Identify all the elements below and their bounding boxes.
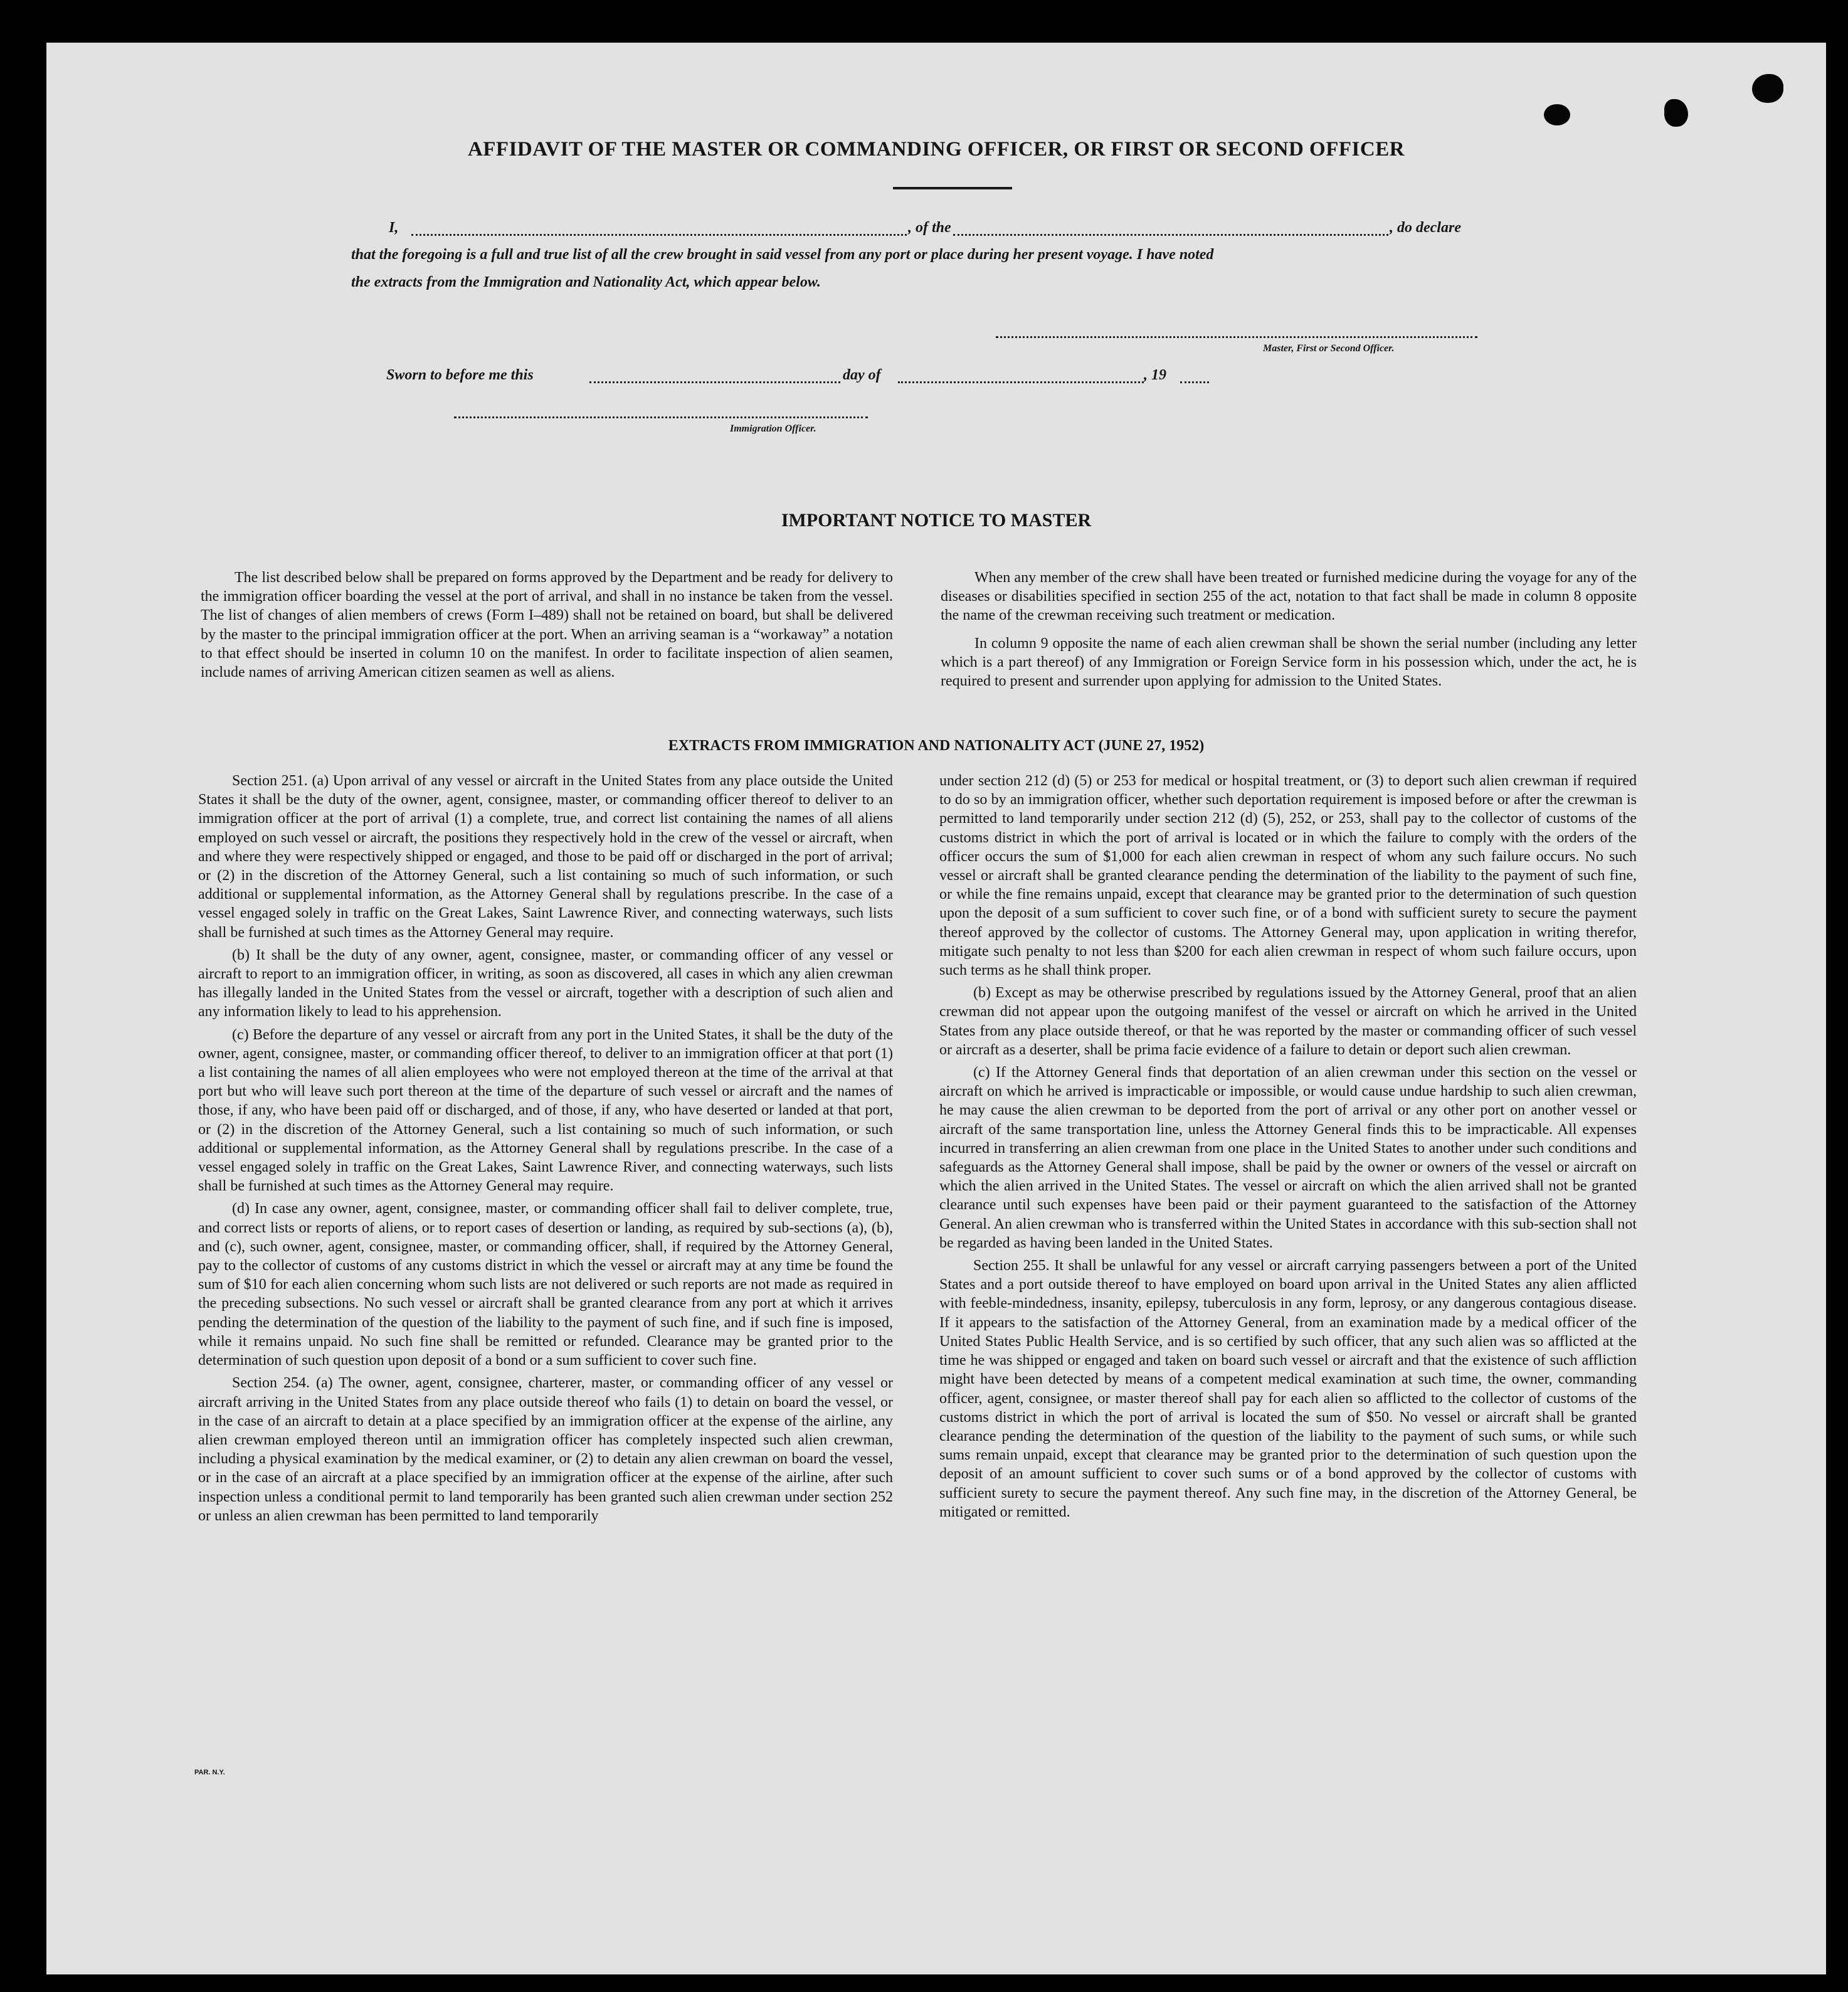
master-caption: Master, First or Second Officer.: [1263, 343, 1395, 354]
extract-paragraph: Section 251. (a) Upon arrival of any vessel or aircraft in the United States from any place outside the United States it shall be the duty of the owner, agent, consignee, master, or commanding officer thereof to deliver to an immigration officer at the port of arrival (1) a complete, true, and correct list containing the names of all aliens employed on such vessel or aircraft, the positions they respectively hold in the crew of the vessel or aircraft, when and where they were respectively shipped or engaged, and those to be paid off or discharged in the port of arrival; or (2) in the discretion of the Attorney General, such a list containing so much of such information, or such additional or supplemental information, as the Attorney General shall by regulations prescribe. In the case of a vessel engaged solely in traffic on the Great Lakes, Saint Lawrence River, and connecting waterways, such lists shall be furnished at such times as the Attorney General may require.: [198, 773, 893, 941]
officer-signature-field[interactable]: [454, 416, 868, 418]
affidavit-line1-mid: , of the: [908, 220, 951, 236]
notice-left-paragraph: The list described below shall be prepared on forms approved by the Department and be ready for delivery to the immigration officer boarding the vessel at the port of arrival, and shall in no instance be taken from the vessel. The list of changes of alien members of crews (Form I–489) shall not be retained on board, but shall be delivered by the master to the principal immigration officer at the port. When an arriving seaman is a “workaway” a notation to that effect should be inserted in column 10 on the manifest. In order to facilitate inspection of alien seamen, include names of arriving American citizen seamen as well as aliens.: [201, 570, 893, 681]
sworn-day-field[interactable]: [589, 381, 840, 383]
extract-paragraph: (d) In case any owner, agent, consignee, master, or commanding officer shall fail to deliver complete, true, and correct lists or reports of aliens, or to report cases of desertion or landing, as required by sub-sections (a), (b), and (c), such owner, agent, consignee, master, or commanding officer, shall, if required by the Attorney General, pay to the collector of customs of any customs district in which the vessel or aircraft may at any time be found the sum of $10 for each alien concerning whom such lists are not delivered or such reports are not made as required in the preceding subsections. No such vessel or aircraft shall be granted clearance from any port at which it arrives pending the determination of the question of the liability to the payment of such fine, and if such fine is imposed, while it remains unpaid. No such fine shall be remitted or refunded. Clearance may be granted prior to the determination of such question upon deposit of a bond or a sum sufficient to cover such fine.: [198, 1200, 893, 1369]
extracts-right-column: [939, 771, 1637, 1525]
affidavit-line3: the extracts from the Immigration and Nationality Act, which appear below.: [351, 274, 821, 290]
title-rule: [893, 187, 1012, 189]
affidavit-title: AFFIDAVIT OF THE MASTER OR COMMANDING OFFICER, OR FIRST OR SECOND OFFICER: [467, 138, 1405, 161]
notice-right-paragraph-1: When any member of the crew shall have been treated or furnished medicine during the voyage for any of the diseases or disabilities specified in section 255 of the act, notation to that fact shall be made in column 8 opposite the name of the crewman receiving such treatment or medication.: [941, 570, 1637, 624]
sworn-label: Sworn to before me this: [386, 367, 534, 383]
notice-right-paragraph-2: In column 9 opposite the name of each alien crewman shall be shown the serial number (including any letter which is a part thereof) of any Immigration or Foreign Service form in his possession which, under the act, he is required to present and surrender upon applying for admission to the United States.: [941, 635, 1637, 690]
punch-hole-2: [1664, 99, 1688, 127]
officer-caption: Immigration Officer.: [730, 423, 816, 434]
extract-paragraph: (c) Before the departure of any vessel or aircraft from any port in the United States, it shall be the duty of the owner, agent, consignee, master, or commanding officer thereof, to deliver to an immigration officer at that port (1) a list containing the names of all alien employees who were not employed thereon at the time of the arrival at that port but who will leave such port thereon at the time of the departure of such vessel or aircraft and the names of those, if any, who have been paid off or discharged, and of those, if any, who have deserted or landed at that port, or (2) in the discretion of the Attorney General, such a list containing so much of such information, or such additional or supplemental information, as the Attorney General shall by regulations prescribe. In the case of a vessel engaged solely in traffic on the Great Lakes, Saint Lawrence River, and connecting waterways, such lists shall be furnished at such times as the Attorney General may require.: [198, 1026, 893, 1195]
year-label: , 19: [1144, 367, 1166, 383]
form-page: [46, 43, 1826, 1974]
declarant-name-field[interactable]: [411, 234, 907, 236]
sworn-month-field[interactable]: [898, 381, 1144, 383]
punch-hole-1: [1544, 104, 1570, 125]
extracts-left-column: [198, 771, 893, 1529]
extract-paragraph: (b) It shall be the duty of any owner, agent, consignee, master, or commanding officer of any vessel or aircraft to report to an immigration officer, in writing, as soon as discovered, all cases in which any alien crewman has illegally landed in the United States from the vessel or aircraft, together with a description of such alien and any information likely to lead to his apprehension.: [198, 946, 893, 1020]
affidavit-line1-start: I,: [389, 220, 399, 236]
notice-right-column: [941, 568, 1637, 694]
extract-paragraph: (b) Except as may be otherwise prescribed by regulations issued by the Attorney General, proof that an alien crewman did not appear upon the outgoing manifest of the vessel or aircraft on which he arrived in the United States from any place outside thereof, or that he was reported by the master or commanding officer of such vessel or aircraft as a deserter, shall be prima facie evidence of a failure to detain or deport such alien crewman.: [939, 985, 1637, 1058]
notice-title: IMPORTANT NOTICE TO MASTER: [781, 510, 1092, 531]
extract-paragraph: (c) If the Attorney General finds that deportation of an alien crewman under this section on the vessel or aircraft on which he arrived is impracticable or impossible, or would cause undue hardship to such alien crewman, he may cause the alien crewman to be deported from the port of arrival or any other port on another vessel or aircraft of the same transportation line, unless the Attorney General finds this to be impracticable. All expenses incurred in transferring an alien crewman from one place in the United States to another under such conditions and safeguards as the Attorney General shall impose, shall be paid by the owner or owners of the vessel or aircraft on which the alien arrived in the United States. The vessel or aircraft on which the alien arrived shall not be granted clearance until such expenses have been paid or their payment guaranteed to the satisfaction of the Attorney General. An alien crewman who is transferred within the United States in accordance with this sub-section shall not be regarded as having been landed in the United States.: [939, 1064, 1637, 1251]
printer-code: PAR. N.Y.: [194, 1769, 225, 1776]
affidavit-line1-end: , do declare: [1390, 220, 1461, 236]
extract-paragraph: Section 255. It shall be unlawful for any vessel or aircraft carrying passengers between a port of the United States and a port outside thereof to have employed on board upon arrival in the United States any alien afflicted with feeble-mindedness, insanity, epilepsy, tuberculosis in any form, leprosy, or any dangerous contagious disease. If it appears to the satisfaction of the Attorney General, from an examination made by a medical officer of the United States Public Health Service, and is so certified by such officer, that any such alien was so afflicted at the time he was shipped or engaged and taken on board such vessel or aircraft and that the existence of such affliction might have been detected by means of a competent medical examination at such time, the owner, commanding officer, agent, consignee, or master thereof shall pay for each alien so afflicted to the collector of customs of the customs district in which the port of arrival is located the sum of $50. No vessel or aircraft shall be granted clearance pending the determination of the question of the liability to the payment of such sums, or while such sums remain unpaid, except that clearance may be granted prior to the determination of such question upon the deposit of an amount sufficient to cover such sums or of a bond approved by the collector of customs with sufficient surety to secure the payment thereof. Any such fine may, in the discretion of the Attorney General, be mitigated or remitted.: [939, 1258, 1637, 1520]
notice-left-column: [201, 568, 893, 686]
extracts-title: EXTRACTS FROM IMMIGRATION AND NATIONALITY ACT (JUNE 27, 1952): [668, 738, 1205, 754]
affidavit-line2: that the foregoing is a full and true list of all the crew brought in said vessel from any port or place during her present voyage. I have noted: [351, 246, 1214, 263]
master-signature-field[interactable]: [996, 336, 1477, 338]
day-of-label: day of: [843, 367, 881, 383]
extract-paragraph: under section 212 (d) (5) or 253 for medical or hospital treatment, or (3) to deport such alien crewman if required to do so by an immigration officer, whether such deportation requirement is imposed before or after the crewman is permitted to land temporarily under section 212 (d) (5), 252, or 253, shall pay to the collector of customs of the customs district in which the port of arrival is located or in which the failure to comply with the orders of the officer occurs the sum of $1,000 for each alien crewman in respect of whom any such failure occurs. No such vessel or aircraft shall be granted clearance pending the determination of the liability to the payment of such fine, or while the fine remains unpaid, except that clearance may be granted prior to the determination of such question upon the deposit of a sum sufficient to cover such fine, or of a bond with sufficient surety to secure the payment thereof approved by the collector of customs. The Attorney General may, upon application in writing therefor, mitigate such penalty to not less than $200 for each alien crewman in respect of whom such failure occurs, upon such terms as he shall think proper.: [939, 773, 1637, 979]
punch-hole-3: [1752, 74, 1783, 103]
vessel-name-field[interactable]: [953, 234, 1388, 236]
extract-paragraph: Section 254. (a) The owner, agent, consignee, charterer, master, or commanding officer of any vessel or aircraft arriving in the United States from any place outside thereof who fails (1) to detain on board the vessel, or in the case of an aircraft to detain at a place specified by an immigration officer at the expense of the airline, any alien crewman employed thereon until an immigration officer has completely inspected such alien crewman, including a physical examination by the medical examiner, or (2) to detain any alien crewman on board the vessel, or in the case of an aircraft at a place specified by an immigration officer at the expense of the airline, after such inspection unless a conditional permit to land temporarily has been granted such alien crewman under section 252 or unless an alien crewman has been permitted to land temporarily: [198, 1375, 893, 1524]
sworn-year-field[interactable]: [1180, 381, 1209, 383]
